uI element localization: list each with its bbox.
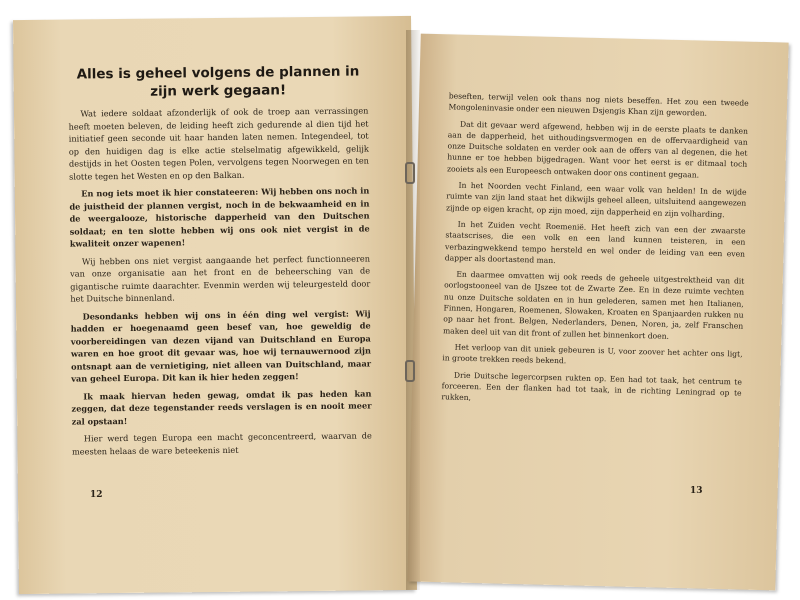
staple-bottom (405, 360, 415, 382)
left-page-text (68, 62, 372, 462)
paragraph: Het verloop van dit uniek gebeuren is U, voor zoover het achter ons ligt, in groote trekken reeds bekend. (442, 342, 743, 366)
paragraph: Drie Duitsche legercorpsen rukten op. Een had tot taak, het centrum te forceeren. Een der flanken had tot taak, in de richting Leningrad op te rukken, (441, 370, 743, 403)
paragraph: Desondanks hebben wij ons in één ding wel vergist: Wij hadden er hoegenaamd geen besef van, hoe geweldig de voorbereidingen van dezen vijand van Duitschland en Europa waren en hoe groot dit gevaar was, hoe wij ternauwernood zijn ontsnapt aan de vernietiging, niet alleen van Duitschland, maar van geheel Europa. Dit kan ik hier heden zeggen! (70, 307, 372, 384)
paragraph: beseften, terwijl velen ook thans nog niets beseffen. Het zou een tweede Mongoleninvasie onder een nieuwen Dsjengis Khan zijn geworden. (448, 91, 749, 118)
paragraph: Wat iedere soldaat afzonderlijk of ook de troep aan verrassingen heeft moeten beleven, de leiding heeft zich gedurende al dien tijd het initiatief geen seconde uit haar handen laten nemen. Integendeel, tot op den huidigen dag is elke actie stelselmatig afgewikkeld, gelijk destijds in het Oosten tegen Polen, vervolgens tegen Noorwegen en ten slotte tegen het Westen en op den Balkan. (68, 105, 369, 182)
paragraph: Ik maak hiervan heden gewag, omdat ik pas heden kan zeggen, dat deze tegenstander reeds verslagen is en nooit meer zal opstaan! (71, 387, 372, 427)
paragraph: Wij hebben ons niet vergist aangaande het perfect functionneeren van onze organisatie aan het front en de beheersching van de gigantische ruimte daarachter. Evenmin werden wij teleurgesteld door het Duitsche binnenland. (70, 252, 371, 304)
paragraph: En nog iets moet ik hier constateeren: Wij hebben ons noch in de juistheid der plannen vergist, noch in de bekwaamheid en in de weergalooze, historische dapperheid van den Duitschen soldaat; en ten slotte hebben wij ons ook niet vergist in de kwaliteit onzer wapenen! (69, 185, 370, 249)
chapter-heading: Alles is geheel volgens de plannen in zijn werk gegaan! (76, 63, 360, 100)
staple-top (405, 162, 415, 184)
page-number-right: 13 (690, 486, 703, 496)
right-page-text (441, 90, 749, 415)
paragraph: In het Noorden vecht Finland, een waar volk van helden! In de wijde ruimte van zijn land staat het dikwijls geheel alleen, uitsluitend aangewezen zijnde op eigen kracht, op zijn moed, zijn dapperheid en zijn volharding. (445, 180, 747, 219)
book-gutter (406, 30, 420, 590)
paragraph: Hier werd tegen Europa een macht geconcentreerd, waarvan de meesten helaas de ware beteekenis niet (71, 430, 372, 457)
page-number-left: 12 (90, 490, 103, 500)
paragraph: En daarmee omvatten wij ook reeds de geheele uitgestrektheid van dit oorlogstooneel van de IJszee tot de Zwarte Zee. En in deze ruimte vechten nu onze Duitsche soldaten en in hun gelederen, samen met hen Italianen, Finnen, Hongaren, Roemenen, Slowaken, Kroaten en Spanjaarden rukken nu op naar het front. Belgen, Nederlanders, Denen, Noren, ja, zelf Franschen maken deel uit van dit front of zullen het binnenkort doen. (442, 269, 745, 341)
paragraph: In het Zuiden vecht Roemenië. Het heeft zich van een der zwaarste staatscrises, die een volk en een land kunnen teisteren, in een verbazingwekkend tempo hersteld en wel onder de leiding van een even dapper als doortastend man. (444, 219, 746, 265)
paragraph: Dat dit gevaar werd afgewend, hebben wij in de eerste plaats te danken aan de dapperheid, het uithoudingsvermogen en de offervaardigheid van onze Duitsche soldaten en verder ook aan de offers van al degenen, die het hunne er toe hebben bijgedragen. Want voor het eerst is er ditmaal toch zooiets als een Europeesch ontwaken door ons continent gegaan. (446, 119, 749, 180)
